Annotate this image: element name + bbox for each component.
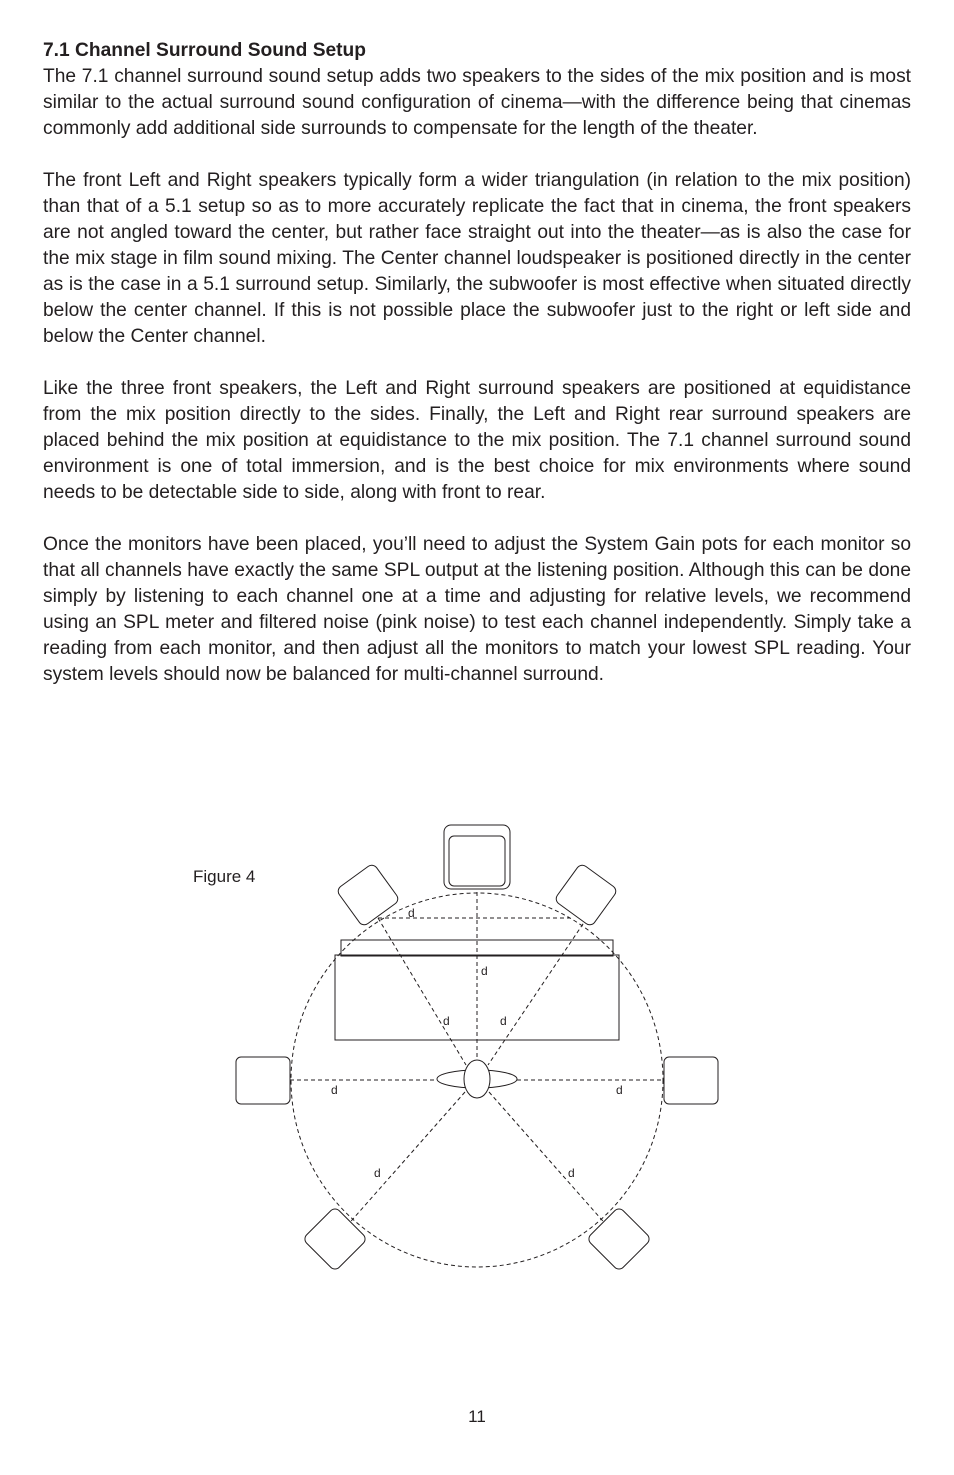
speaker-rear-right xyxy=(586,1206,651,1271)
label-d-rear-right: d xyxy=(568,1166,575,1180)
paragraph-front-speakers: The front Left and Right speakers typically form a wider triangulation (in relation to the mix position) than that of a 5.1 setup so as to more accurately replicate the fact that in cinema, the front speakers are not angled toward the center, but rather face straight out into the theater—as is also the case for the mix stage in film sound mixing. The Center channel loudspeaker is positioned directly in the center as is the case in a 5.1 surround setup. Similarly, the subwoofer is most effective when situated directly below the center channel. If this is not possible place the subwoofer just to the right or left side and below the Center channel. xyxy=(43,170,911,347)
speaker-front-right xyxy=(554,863,618,927)
label-d-front-right: d xyxy=(500,1014,507,1028)
speaker-front-left xyxy=(336,863,400,927)
listener-head xyxy=(464,1060,490,1098)
line-rear-left xyxy=(345,1092,465,1228)
label-d-rear-left: d xyxy=(374,1166,381,1180)
label-d-side-left: d xyxy=(331,1083,338,1097)
section-heading: 7.1 Channel Surround Sound Setup xyxy=(43,40,367,61)
line-rear-right xyxy=(489,1092,609,1228)
speaker-side-left xyxy=(236,1057,290,1104)
page-number: 11 xyxy=(468,1407,486,1426)
figure-caption: Figure 4 xyxy=(193,867,256,886)
paragraph-intro: The 7.1 channel surround sound setup adds two speakers to the sides of the mix position and is most similar to the actual surround sound configuration of cinema—with the difference being that cinemas commonly add additional side surrounds to compensate for the length of the theater. xyxy=(43,66,911,139)
label-d-side-right: d xyxy=(616,1083,623,1097)
speaker-rear-left xyxy=(302,1206,367,1271)
speaker-side-right xyxy=(664,1057,718,1104)
paragraph-surround-speakers: Like the three front speakers, the Left and Right surround speakers are positioned at equidistance from the mix position directly to the sides. Finally, the Left and Right rear surround speakers are placed behind the mix position at equidistance to the mix position. The 7.1 channel surround sound environment is one of total immersion, and is the best choice for mix environments where sound needs to be detectable side to side, along with front to rear. xyxy=(43,378,911,503)
label-d-front-span: d xyxy=(408,906,415,920)
label-d-center: d xyxy=(481,964,488,978)
label-d-front-left: d xyxy=(443,1014,450,1028)
paragraph-gain-adjustment: Once the monitors have been placed, you’ll need to adjust the System Gain pots for each monitor so that all channels have exactly the same SPL output at the listening position. Although this can be done simply by listening to each channel one at a time and adjusting for relative levels, we recommend using an SPL meter and filtered noise (pink noise) to test each channel independently. Simply take a reading from each monitor, and then adjust all the monitors to match your lowest SPL reading. Your system levels should now be balanced for multi-channel surround. xyxy=(43,534,911,685)
speaker-center xyxy=(444,825,510,889)
